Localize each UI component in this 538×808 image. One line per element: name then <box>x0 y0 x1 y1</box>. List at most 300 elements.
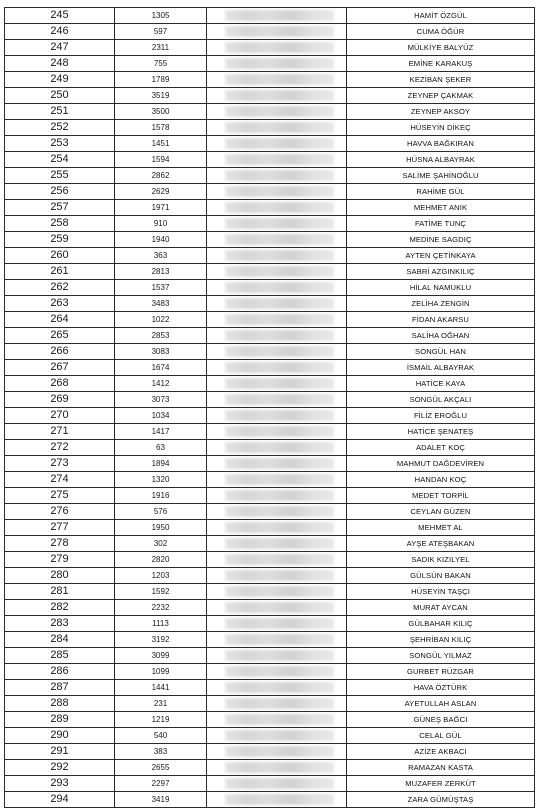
table-row <box>5 200 535 216</box>
row-code: 597 <box>115 24 207 40</box>
redacted-cell <box>207 8 347 24</box>
row-code: 910 <box>115 216 207 232</box>
row-full-name: İSMAİL ALBAYRAK <box>347 360 535 376</box>
redaction-blur <box>225 170 334 181</box>
table-row <box>5 184 535 200</box>
table-row <box>5 392 535 408</box>
redacted-cell <box>207 712 347 728</box>
row-full-name: HAVVA BAĞKIRAN <box>347 136 535 152</box>
table-row <box>5 376 535 392</box>
redaction-blur <box>225 570 334 581</box>
row-number: 263 <box>5 296 115 312</box>
redaction-blur <box>225 698 334 709</box>
redacted-cell <box>207 408 347 424</box>
table-row <box>5 440 535 456</box>
row-code: 1412 <box>115 376 207 392</box>
row-code: 302 <box>115 536 207 552</box>
redaction-blur <box>225 650 334 661</box>
row-number: 280 <box>5 568 115 584</box>
row-code: 1034 <box>115 408 207 424</box>
row-full-name: GURBET RÜZGAR <box>347 664 535 680</box>
redaction-blur <box>225 746 334 757</box>
redaction-blur <box>225 730 334 741</box>
redacted-cell <box>207 72 347 88</box>
row-number: 251 <box>5 104 115 120</box>
table-row <box>5 360 535 376</box>
table-row <box>5 536 535 552</box>
row-number: 281 <box>5 584 115 600</box>
row-full-name: SABRİ AZGINKILIÇ <box>347 264 535 280</box>
row-code: 1916 <box>115 488 207 504</box>
row-full-name: SALİME ŞAHİNOĞLU <box>347 168 535 184</box>
redaction-blur <box>225 426 334 437</box>
table-row <box>5 88 535 104</box>
redacted-cell <box>207 584 347 600</box>
row-number: 292 <box>5 760 115 776</box>
redacted-cell <box>207 568 347 584</box>
row-full-name: MEHMET ANIK <box>347 200 535 216</box>
redacted-cell <box>207 792 347 808</box>
row-full-name: HAVA ÖZTÜRK <box>347 680 535 696</box>
row-number: 279 <box>5 552 115 568</box>
table-row <box>5 632 535 648</box>
redacted-cell <box>207 536 347 552</box>
table-row <box>5 504 535 520</box>
table-row <box>5 456 535 472</box>
table-row <box>5 648 535 664</box>
row-code: 2629 <box>115 184 207 200</box>
row-code: 1950 <box>115 520 207 536</box>
row-number: 261 <box>5 264 115 280</box>
redacted-cell <box>207 328 347 344</box>
redacted-cell <box>207 664 347 680</box>
row-full-name: ZEYNEP AKSOY <box>347 104 535 120</box>
redaction-blur <box>225 602 334 613</box>
row-number: 284 <box>5 632 115 648</box>
table-row <box>5 8 535 24</box>
redaction-blur <box>225 394 334 405</box>
row-code: 63 <box>115 440 207 456</box>
row-number: 254 <box>5 152 115 168</box>
row-code: 3483 <box>115 296 207 312</box>
row-full-name: HÜSNA ALBAYRAK <box>347 152 535 168</box>
row-number: 272 <box>5 440 115 456</box>
redaction-blur <box>225 74 334 85</box>
redaction-blur <box>225 586 334 597</box>
row-code: 3500 <box>115 104 207 120</box>
row-code: 383 <box>115 744 207 760</box>
row-full-name: AYTEN ÇETİNKAYA <box>347 248 535 264</box>
redacted-cell <box>207 104 347 120</box>
row-number: 275 <box>5 488 115 504</box>
table-row <box>5 24 535 40</box>
redaction-blur <box>225 250 334 261</box>
row-number: 278 <box>5 536 115 552</box>
redacted-cell <box>207 344 347 360</box>
redacted-cell <box>207 520 347 536</box>
row-full-name: ZARA GÜMÜŞTAŞ <box>347 792 535 808</box>
table-row <box>5 792 535 808</box>
redaction-blur <box>225 794 334 805</box>
table-row <box>5 216 535 232</box>
row-code: 2655 <box>115 760 207 776</box>
redacted-cell <box>207 312 347 328</box>
row-number: 271 <box>5 424 115 440</box>
table-row <box>5 280 535 296</box>
row-full-name: MURAT AYCAN <box>347 600 535 616</box>
redaction-blur <box>225 538 334 549</box>
redaction-blur <box>225 186 334 197</box>
row-code: 1894 <box>115 456 207 472</box>
row-full-name: MEDİNE SAGDIÇ <box>347 232 535 248</box>
row-full-name: ADALET KOÇ <box>347 440 535 456</box>
table-row <box>5 136 535 152</box>
row-number: 262 <box>5 280 115 296</box>
redaction-blur <box>225 522 334 533</box>
table-row <box>5 600 535 616</box>
row-code: 1320 <box>115 472 207 488</box>
redacted-cell <box>207 168 347 184</box>
redaction-blur <box>225 202 334 213</box>
row-code: 1305 <box>115 8 207 24</box>
table-row <box>5 248 535 264</box>
table-row <box>5 312 535 328</box>
table-row <box>5 488 535 504</box>
row-number: 274 <box>5 472 115 488</box>
table-row <box>5 744 535 760</box>
row-number: 277 <box>5 520 115 536</box>
table-row <box>5 712 535 728</box>
row-number: 283 <box>5 616 115 632</box>
row-full-name: FATİME TUNÇ <box>347 216 535 232</box>
row-number: 268 <box>5 376 115 392</box>
redacted-cell <box>207 136 347 152</box>
row-number: 256 <box>5 184 115 200</box>
row-full-name: SONGÜL HAN <box>347 344 535 360</box>
redaction-blur <box>225 138 334 149</box>
row-number: 290 <box>5 728 115 744</box>
redaction-blur <box>225 106 334 117</box>
row-number: 293 <box>5 776 115 792</box>
table-row <box>5 728 535 744</box>
redacted-cell <box>207 616 347 632</box>
row-code: 3099 <box>115 648 207 664</box>
row-full-name: KEZİBAN ŞEKER <box>347 72 535 88</box>
row-code: 1592 <box>115 584 207 600</box>
row-number: 247 <box>5 40 115 56</box>
row-full-name: MEDET TORPİL <box>347 488 535 504</box>
redacted-cell <box>207 392 347 408</box>
row-code: 2853 <box>115 328 207 344</box>
redaction-blur <box>225 154 334 165</box>
row-full-name: HANDAN KOÇ <box>347 472 535 488</box>
row-number: 288 <box>5 696 115 712</box>
row-number: 270 <box>5 408 115 424</box>
redaction-blur <box>225 90 334 101</box>
row-full-name: CELAL GÜL <box>347 728 535 744</box>
document-page <box>4 0 534 803</box>
redacted-cell <box>207 680 347 696</box>
table-row <box>5 232 535 248</box>
redacted-cell <box>207 440 347 456</box>
row-full-name: MUZAFER ZERKÜT <box>347 776 535 792</box>
redaction-blur <box>225 666 334 677</box>
row-code: 1940 <box>115 232 207 248</box>
row-full-name: RAMAZAN KASTA <box>347 760 535 776</box>
row-code: 2311 <box>115 40 207 56</box>
redaction-blur <box>225 282 334 293</box>
redacted-cell <box>207 648 347 664</box>
row-code: 3519 <box>115 88 207 104</box>
row-full-name: AYŞE ATEŞBAKAN <box>347 536 535 552</box>
table-row <box>5 424 535 440</box>
redaction-blur <box>225 298 334 309</box>
redacted-cell <box>207 504 347 520</box>
name-list-table <box>4 7 535 808</box>
redaction-blur <box>225 714 334 725</box>
row-number: 246 <box>5 24 115 40</box>
row-code: 3192 <box>115 632 207 648</box>
row-code: 1219 <box>115 712 207 728</box>
table-row <box>5 760 535 776</box>
row-full-name: SALİHA OĞHAN <box>347 328 535 344</box>
redacted-cell <box>207 184 347 200</box>
redaction-blur <box>225 42 334 53</box>
row-number: 265 <box>5 328 115 344</box>
table-row <box>5 520 535 536</box>
redacted-cell <box>207 376 347 392</box>
redacted-cell <box>207 456 347 472</box>
redaction-blur <box>225 410 334 421</box>
redacted-cell <box>207 600 347 616</box>
row-code: 1022 <box>115 312 207 328</box>
row-number: 287 <box>5 680 115 696</box>
table-row <box>5 104 535 120</box>
redacted-cell <box>207 120 347 136</box>
redacted-cell <box>207 552 347 568</box>
redaction-blur <box>225 458 334 469</box>
row-full-name: CEYLAN GÜZEN <box>347 504 535 520</box>
row-code: 3419 <box>115 792 207 808</box>
redacted-cell <box>207 296 347 312</box>
row-full-name: HÜSEYİN TAŞÇI <box>347 584 535 600</box>
row-full-name: MÜLKİYE BALYÜZ <box>347 40 535 56</box>
redacted-cell <box>207 728 347 744</box>
redaction-blur <box>225 762 334 773</box>
row-code: 1451 <box>115 136 207 152</box>
redaction-blur <box>225 474 334 485</box>
row-number: 269 <box>5 392 115 408</box>
row-full-name: FİDAN AKARSU <box>347 312 535 328</box>
row-full-name: AZİZE AKBACI <box>347 744 535 760</box>
row-full-name: HİLAL NAMUKLU <box>347 280 535 296</box>
row-code: 1674 <box>115 360 207 376</box>
table-row <box>5 584 535 600</box>
redaction-blur <box>225 506 334 517</box>
redacted-cell <box>207 632 347 648</box>
redaction-blur <box>225 442 334 453</box>
row-number: 294 <box>5 792 115 808</box>
table-row <box>5 264 535 280</box>
row-full-name: HATİCE KAYA <box>347 376 535 392</box>
row-number: 259 <box>5 232 115 248</box>
row-number: 258 <box>5 216 115 232</box>
row-full-name: FİLİZ EROĞLU <box>347 408 535 424</box>
redacted-cell <box>207 40 347 56</box>
redaction-blur <box>225 10 334 21</box>
redaction-blur <box>225 266 334 277</box>
row-code: 1578 <box>115 120 207 136</box>
redaction-blur <box>225 554 334 565</box>
table-row <box>5 408 535 424</box>
row-full-name: GÜNEŞ BAĞCI <box>347 712 535 728</box>
row-code: 363 <box>115 248 207 264</box>
redacted-cell <box>207 280 347 296</box>
redaction-blur <box>225 330 334 341</box>
row-number: 289 <box>5 712 115 728</box>
row-code: 1441 <box>115 680 207 696</box>
redacted-cell <box>207 24 347 40</box>
redacted-cell <box>207 360 347 376</box>
row-number: 255 <box>5 168 115 184</box>
redaction-blur <box>225 58 334 69</box>
row-full-name: HAMİT ÖZGÜL <box>347 8 535 24</box>
row-number: 252 <box>5 120 115 136</box>
table-row <box>5 552 535 568</box>
row-full-name: SONGÜL YILMAZ <box>347 648 535 664</box>
table-row <box>5 72 535 88</box>
row-code: 1099 <box>115 664 207 680</box>
redacted-cell <box>207 776 347 792</box>
redacted-cell <box>207 232 347 248</box>
row-code: 3083 <box>115 344 207 360</box>
row-number: 264 <box>5 312 115 328</box>
row-code: 2297 <box>115 776 207 792</box>
table-body <box>5 8 535 808</box>
row-number: 291 <box>5 744 115 760</box>
row-full-name: GÜLSÜN BAKAN <box>347 568 535 584</box>
row-full-name: ŞEHRİBAN KILIÇ <box>347 632 535 648</box>
table-row <box>5 328 535 344</box>
row-code: 231 <box>115 696 207 712</box>
row-full-name: MEHMET AL <box>347 520 535 536</box>
table-row <box>5 568 535 584</box>
redacted-cell <box>207 744 347 760</box>
redacted-cell <box>207 200 347 216</box>
redaction-blur <box>225 618 334 629</box>
redacted-cell <box>207 472 347 488</box>
redacted-cell <box>207 424 347 440</box>
row-code: 1537 <box>115 280 207 296</box>
row-number: 249 <box>5 72 115 88</box>
table-row <box>5 56 535 72</box>
redaction-blur <box>225 634 334 645</box>
redacted-cell <box>207 88 347 104</box>
row-number: 276 <box>5 504 115 520</box>
row-code: 3073 <box>115 392 207 408</box>
row-full-name: CUMA ÖĞÜR <box>347 24 535 40</box>
row-full-name: ZEYNEP ÇAKMAK <box>347 88 535 104</box>
redaction-blur <box>225 490 334 501</box>
row-code: 1203 <box>115 568 207 584</box>
redaction-blur <box>225 778 334 789</box>
row-code: 2813 <box>115 264 207 280</box>
row-number: 248 <box>5 56 115 72</box>
table-row <box>5 664 535 680</box>
row-number: 245 <box>5 8 115 24</box>
row-code: 1417 <box>115 424 207 440</box>
redacted-cell <box>207 488 347 504</box>
row-code: 755 <box>115 56 207 72</box>
row-number: 266 <box>5 344 115 360</box>
row-number: 282 <box>5 600 115 616</box>
redaction-blur <box>225 314 334 325</box>
redaction-blur <box>225 378 334 389</box>
row-full-name: RAHİME GÜL <box>347 184 535 200</box>
row-full-name: SADIK KIZILYEL <box>347 552 535 568</box>
row-code: 2820 <box>115 552 207 568</box>
row-code: 540 <box>115 728 207 744</box>
table-row <box>5 696 535 712</box>
row-number: 285 <box>5 648 115 664</box>
table-row <box>5 616 535 632</box>
table-row <box>5 472 535 488</box>
row-code: 2862 <box>115 168 207 184</box>
redaction-blur <box>225 234 334 245</box>
table-row <box>5 40 535 56</box>
row-full-name: GÜLBAHAR KILIÇ <box>347 616 535 632</box>
table-row <box>5 296 535 312</box>
redacted-cell <box>207 264 347 280</box>
redaction-blur <box>225 682 334 693</box>
table-row <box>5 168 535 184</box>
row-code: 1971 <box>115 200 207 216</box>
row-full-name: HATİCE ŞENATEŞ <box>347 424 535 440</box>
redaction-blur <box>225 346 334 357</box>
table-row <box>5 776 535 792</box>
redacted-cell <box>207 696 347 712</box>
redacted-cell <box>207 56 347 72</box>
table-row <box>5 344 535 360</box>
row-full-name: MAHMUT DAĞDEVİREN <box>347 456 535 472</box>
redaction-blur <box>225 122 334 133</box>
redacted-cell <box>207 216 347 232</box>
row-number: 250 <box>5 88 115 104</box>
redaction-blur <box>225 26 334 37</box>
table-row <box>5 120 535 136</box>
row-full-name: SONGÜL AKÇALI <box>347 392 535 408</box>
table-row <box>5 152 535 168</box>
row-number: 273 <box>5 456 115 472</box>
redacted-cell <box>207 760 347 776</box>
row-full-name: EMİNE KARAKUŞ <box>347 56 535 72</box>
row-number: 260 <box>5 248 115 264</box>
redaction-blur <box>225 218 334 229</box>
row-code: 2232 <box>115 600 207 616</box>
row-code: 1113 <box>115 616 207 632</box>
row-full-name: ZELİHA ZENGİN <box>347 296 535 312</box>
row-number: 267 <box>5 360 115 376</box>
row-code: 1789 <box>115 72 207 88</box>
row-number: 257 <box>5 200 115 216</box>
redacted-cell <box>207 248 347 264</box>
row-code: 1594 <box>115 152 207 168</box>
redaction-blur <box>225 362 334 373</box>
row-number: 253 <box>5 136 115 152</box>
row-full-name: HÜSEYİN DİKEÇ <box>347 120 535 136</box>
redacted-cell <box>207 152 347 168</box>
row-full-name: AYETULLAH ASLAN <box>347 696 535 712</box>
